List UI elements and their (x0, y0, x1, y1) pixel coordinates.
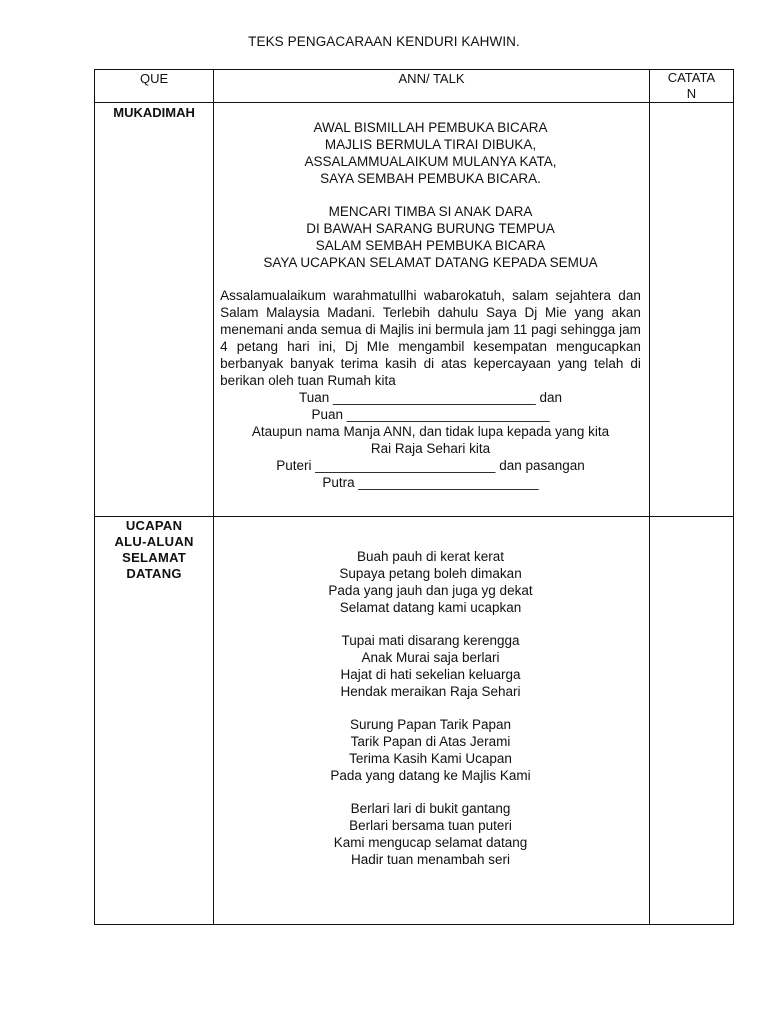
ann-cell-mukadimah (214, 103, 650, 517)
pantun-line: MAJLIS BERMULA TIRAI DIBUKA, (324, 137, 537, 152)
stanza-line: Buah pauh di kerat kerat (356, 549, 505, 564)
header-row (95, 70, 734, 103)
header-catatan-label (650, 70, 733, 102)
pantun-line: DI BAWAH SARANG BURUNG TEMPUA (306, 221, 555, 236)
stanza-line: Selamat datang kami ucapkan (339, 600, 522, 615)
section-label-line: ALU-ALUAN (114, 534, 194, 549)
catatan-cell-mukadimah (649, 103, 733, 517)
section-label-line: SELAMAT (122, 550, 187, 565)
header-catatan-line1: CATATA (667, 70, 716, 85)
host-line-manja: Ataupun nama Manja ANN, dan tidak lupa kepada yang kita (251, 424, 610, 439)
stanza-2 (220, 632, 641, 700)
document-title: TEKS PENGACARAAN KENDURI KAHWIN. (248, 34, 520, 49)
stanza-3 (220, 716, 641, 784)
section-label-line: DATANG (126, 566, 182, 581)
header-que-label: QUE (140, 71, 169, 86)
stanza-line: Tupai mati disarang kerengga (341, 633, 520, 648)
stanza-line: Hajat di hati sekelian keluarga (340, 667, 521, 682)
stanza-line: Pada yang datang ke Majlis Kami (330, 768, 531, 783)
header-ann-label: ANN/ TALK (398, 71, 465, 86)
intro-paragraph: Assalamualaikum warahmatullhi wabarokatuh, salam sejahtera dan Salam Malaysia Madani. Terlebih dahulu Saya Dj Mie yang akan menemani anda semua di Majlis ini bermula jam 11 pagi sehingga jam 4 petang hari ini, Dj MIe mengambil kesempatan mengucapkan berbanyak banyak terima kasih di atas kepercayaan yang telah di berikan oleh tuan Rumah kita (220, 288, 641, 388)
host-line-putra: Putra ________________________ (322, 475, 539, 490)
pantun-line: ASSALAMMUALAIKUM MULANYA KATA, (304, 154, 557, 169)
header-que (95, 70, 214, 103)
header-catatan (649, 70, 733, 103)
ann-cell-ucapan (214, 517, 650, 925)
stanza-line: Supaya petang boleh dimakan (339, 566, 522, 581)
stanza-line: Hendak meraikan Raja Sehari (340, 684, 521, 699)
stanza-line: Hadir tuan menambah seri (350, 852, 511, 867)
header-catatan-line2: N (686, 86, 697, 101)
que-cell-ucapan (95, 517, 214, 925)
table-row-ucapan (95, 517, 734, 925)
que-cell-mukadimah (95, 103, 214, 517)
stanza-4 (220, 800, 641, 868)
stanza-line: Pada yang jauh dan juga yg dekat (328, 583, 533, 598)
stanza-line: Berlari lari di bukit gantang (350, 801, 511, 816)
stanza-line: Berlari bersama tuan puteri (349, 818, 512, 833)
pantun-line: SALAM SEMBAH PEMBUKA BICARA (315, 238, 546, 253)
stanza-1 (220, 548, 641, 616)
section-label-mukadimah: MUKADIMAH (113, 105, 195, 120)
pantun-block-1 (220, 119, 641, 187)
pantun-line: SAYA SEMBAH PEMBUKA BICARA. (320, 171, 541, 186)
stanza-line: Anak Murai saja berlari (361, 650, 500, 665)
pantun-line: MENCARI TIMBA SI ANAK DARA (328, 204, 533, 219)
pantun-line: AWAL BISMILLAH PEMBUKA BICARA (313, 120, 548, 135)
table-row-mukadimah (95, 103, 734, 517)
header-ann (214, 70, 650, 103)
host-line-raja-sehari: Rai Raja Sehari kita (370, 441, 491, 456)
catatan-cell-ucapan (649, 517, 733, 925)
host-line-tuan: Tuan ___________________________ dan (299, 390, 563, 405)
host-line-puan: Puan ___________________________ (311, 407, 550, 422)
script-table (94, 69, 734, 925)
pantun-block-2 (220, 203, 641, 271)
section-label-ucapan (95, 517, 213, 582)
stanza-line: Surung Papan Tarik Papan (349, 717, 512, 732)
stanza-line: Tarik Papan di Atas Jerami (350, 734, 511, 749)
host-line-puteri: Puteri ________________________ dan pasangan (276, 458, 585, 473)
section-label-line: UCAPAN (125, 518, 183, 533)
host-names-block (220, 389, 641, 491)
pantun-line: SAYA UCAPKAN SELAMAT DATANG KEPADA SEMUA (263, 255, 598, 270)
stanza-line: Terima Kasih Kami Ucapan (349, 751, 512, 766)
stanza-line: Kami mengucap selamat datang (333, 835, 528, 850)
